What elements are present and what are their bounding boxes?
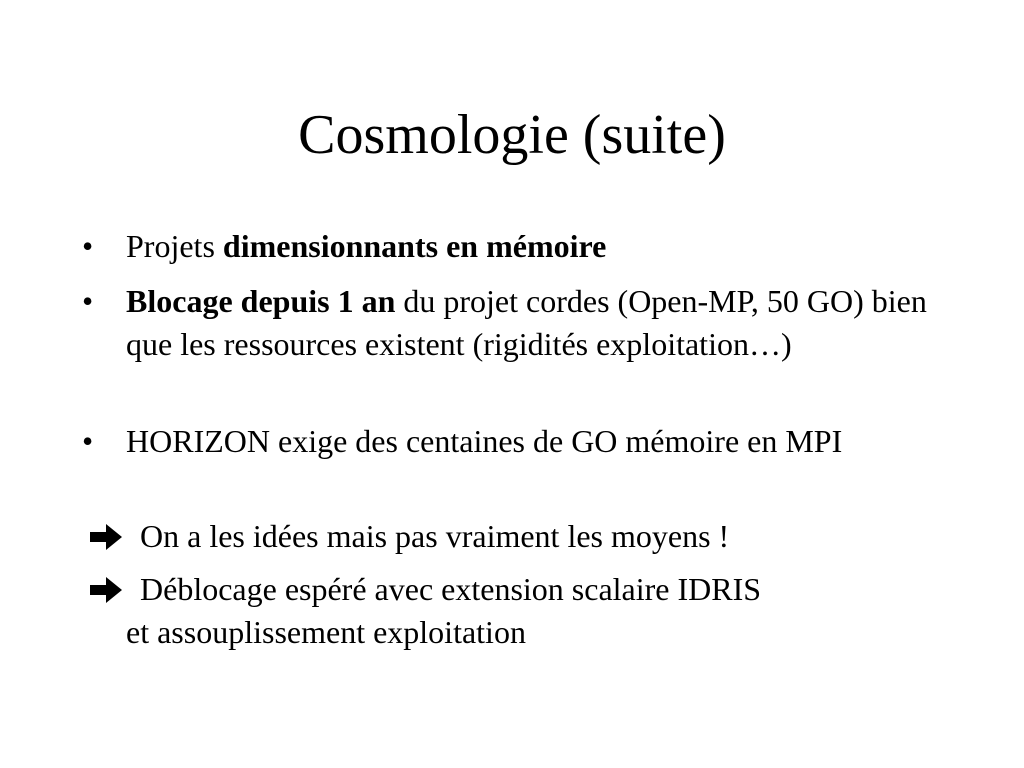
arrow-item [86,515,966,558]
bullet-rest: du projet cordes (Open-MP, 50 GO) bien que les ressources existent (rigidités exploitation…) [126,283,927,362]
bullet-text: HORIZON exige des centaines de GO mémoire en MPI [126,423,843,459]
bullet-marker: • [82,423,94,459]
bullet-bold: dimensionnants en mémoire [222,228,607,264]
arrow-text: On a les idées mais pas vraiment les moyens ! [140,518,730,554]
bullet-text [126,225,962,268]
slide-title: Cosmologie (suite) [298,104,726,166]
bullet-marker: • [82,283,94,319]
arrow-text-line-2: et assouplissement exploitation [126,614,526,650]
bullet-prefix: Projets [126,228,223,264]
arrow-text-line-1: Déblocage espéré avec extension scalaire IDRIS [140,571,762,607]
arrow-icon [90,524,122,550]
arrow-icon [90,577,122,603]
bullet-text [126,280,962,366]
bullet-item [82,225,962,268]
arrow-item [86,568,966,654]
bullet-marker: • [82,228,94,264]
bullet-item [82,280,962,366]
bullet-item [82,420,962,463]
bullet-bold: Blocage depuis 1 an [126,283,396,319]
